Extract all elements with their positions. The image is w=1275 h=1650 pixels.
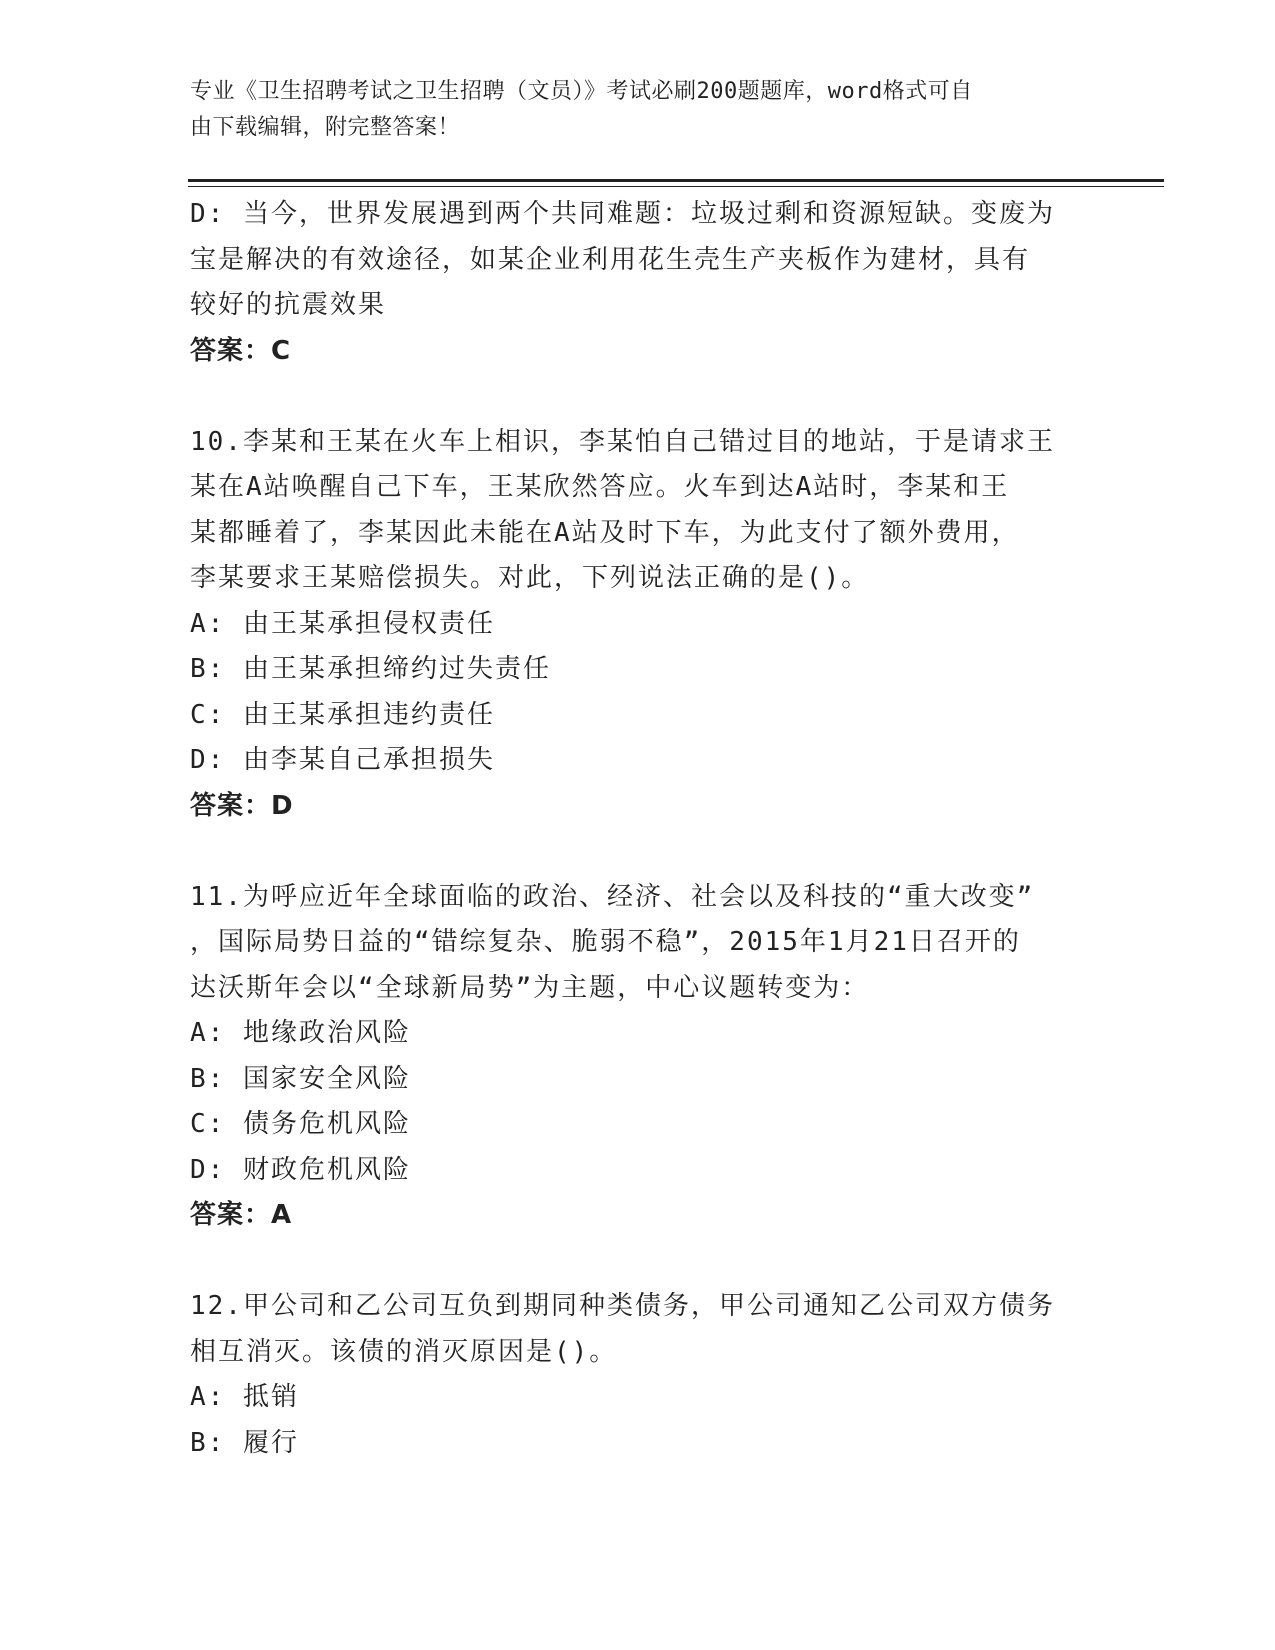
- option-c: C: 由王某承担违约责任: [190, 699, 495, 730]
- option-d-line-1: D: 当今，世界发展遇到两个共同难题：垃圾过剩和资源短缺。变废为: [190, 199, 1055, 229]
- question-stem-line: 相互消灭。该债的消灭原因是()。: [190, 1336, 618, 1367]
- header-rule-thick: [188, 179, 1164, 182]
- question-11-block: [190, 875, 1090, 1239]
- document-body: [190, 192, 1090, 1466]
- question-10-block: [190, 420, 1090, 830]
- option-d: D: 由李某自己承担损失: [190, 745, 495, 775]
- header-line-2: 由下载编辑，附完整答案！: [190, 115, 461, 140]
- option-d-line-2: 宝是解决的有效途径，如某企业利用花生壳生产夹板作为建材，具有: [190, 244, 1031, 275]
- option-a: A: 地缘政治风险: [190, 1018, 411, 1048]
- question-stem-line: 某都睡着了，李某因此未能在A站及时下车，为此支付了额外费用，: [190, 517, 1020, 548]
- option-b: B: 由王某承担缔约过失责任: [190, 654, 551, 684]
- option-b: B: 国家安全风险: [190, 1063, 411, 1094]
- question-stem-line: 达沃斯年会以“全球新局势”为主题，中心议题转变为：: [190, 972, 870, 1003]
- header-rule-thin: [188, 186, 1164, 187]
- document-header: [190, 74, 1070, 146]
- question-stem-line: 李某要求王某赔偿损失。对此，下列说法正确的是()。: [190, 563, 870, 593]
- option-a: A: 由王某承担侵权责任: [190, 608, 495, 639]
- spacer: [190, 1239, 1090, 1285]
- answer-line: 答案：D: [190, 790, 294, 821]
- question-stem-line: 11.为呼应近年全球面临的政治、经济、社会以及科技的“重大改变”: [190, 881, 1035, 912]
- question-12-block: [190, 1284, 1090, 1466]
- question-stem-line: 10.李某和王某在火车上相识，李某怕自己错过目的地站，于是请求王: [190, 426, 1055, 457]
- spacer: [190, 829, 1090, 875]
- option-d: D: 财政危机风险: [190, 1154, 411, 1185]
- option-b: B: 履行: [190, 1427, 299, 1458]
- answer-line: 答案：A: [190, 1200, 293, 1230]
- option-a: A: 抵销: [190, 1382, 299, 1412]
- option-d-line-3: 较好的抗震效果: [190, 290, 387, 320]
- prev-question-block: [190, 192, 1090, 374]
- header-line-1: 专业《卫生招聘考试之卫生招聘（文员）》考试必刷200题题库，word格式可自: [190, 79, 973, 104]
- spacer: [190, 374, 1090, 420]
- question-stem-line: 某在A站唤醒自己下车，王某欣然答应。火车到达A站时，李某和王: [190, 472, 1010, 502]
- option-c: C: 债务危机风险: [190, 1109, 411, 1139]
- question-stem-line: ，国际局势日益的“错综复杂、脆弱不稳”，2015年1月21日召开的: [190, 927, 1021, 957]
- answer-line: 答案：C: [190, 335, 292, 366]
- question-stem-line: 12.甲公司和乙公司互负到期同种类债务，甲公司通知乙公司双方债务: [190, 1291, 1055, 1321]
